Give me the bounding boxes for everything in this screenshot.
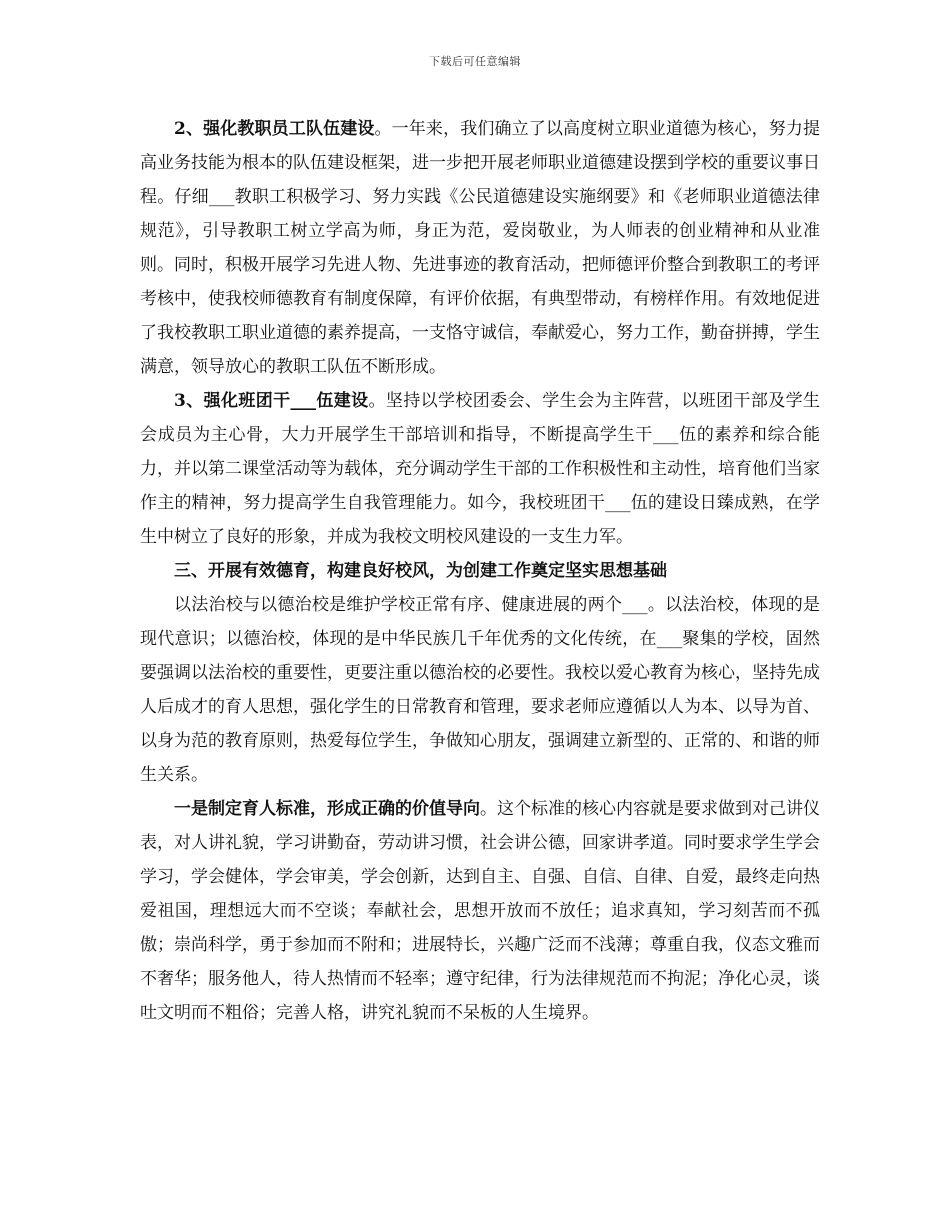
document-body [140, 112, 820, 1030]
paragraph-text: 以法治校与以德治校是维护学校正常有序、健康进展的两个___。以法治校，体现的是现代意识；以德治校，体现的是中华民族几千年优秀的文化传统，在___聚集的学校，固然要强调以法治校的重要性，更要注重以德治校的必要性。我校以爱心教育为核心，坚持先成人后成才的育人思想，强化学生的日常教育和管理，要求老师应遵循以人为本、以导为首、以身为范的教育原则，热爱每位学生，争做知心朋友，强调建立新型的、正常的、和谐的师生关系。 [140, 595, 820, 785]
paragraph-education-standard [140, 792, 820, 1030]
paragraph-lead: 2、强化教职员工队伍建设 [174, 119, 375, 139]
paragraph-staff-team [140, 112, 820, 384]
page-header-note: 下载后可任意编辑 [429, 55, 521, 68]
paragraph-rule-of-law [140, 588, 820, 792]
paragraph-text: 。这个标准的核心内容就是要求做到对己讲仪表，对人讲礼貌，学习讲勤奋，劳动讲习惯，社会讲公德，回家讲孝道。同时要求学生学会学习，学会健体，学会审美，学会创新，达到自主、自强、自信、自律、自爱，最终走向热爱祖国，理想远大而不空谈；奉献社会，思想开放而不放任；追求真知，学习刻苦而不孤傲；崇尚科学，勇于参加而不附和；进展特长，兴趣广泛而不浅薄；尊重自我，仪态文雅而不奢华；服务他人，待人热情而不轻率；遵守纪律，行为法律规范而不拘泥；净化心灵，谈吐文明而不粗俗；完善人格，讲究礼貌而不呆板的人生境界。 [140, 799, 820, 1023]
section-heading: 三、开展有效德育，构建良好校风，为创建工作奠定坚实思想基础 [174, 561, 667, 581]
paragraph-lead: 一是制定育人标准，形成正确的价值导向 [174, 799, 480, 819]
paragraph-cadre-team [140, 384, 820, 554]
paragraph-text: 。一年来，我们确立了以高度树立职业道德为核心，努力提高业务技能为根本的队伍建设框架，进一步把开展老师职业道德建设摆到学校的重要议事日程。仔细___教职工积极学习、努力实践《公民道德建设实施纲要》和《老师职业道德法律规范》，引导教职工树立学高为师，身正为范，爱岗敬业，为人师表的创业精神和从业准则。同时，积极开展学习先进人物、先进事迹的教育活动，把师德评价整合到教职工的考评考核中，使我校师德教育有制度保障，有评价依据，有典型带动，有榜样作用。有效地促进了我校教职工职业道德的素养提高，一支恪守诚信，奉献爱心，努力工作，勤奋拼搏，学生满意，领导放心的教职工队伍不断形成。 [140, 119, 821, 377]
paragraph-lead: 3、强化班团干___伍建设 [174, 391, 369, 411]
paragraph-text: 。坚持以学校团委会、学生会为主阵营，以班团干部及学生会成员为主心骨，大力开展学生干部培训和指导，不断提高学生干___伍的素养和综合能力，并以第二课堂活动等为载体，充分调动学生干部的工作积极性和主动性，培育他们当家作主的精神，努力提高学生自我管理能力。如今，我校班团干___伍的建设日臻成熟，在学生中树立了良好的形象，并成为我校文明校风建设的一支生力军。 [140, 391, 820, 547]
